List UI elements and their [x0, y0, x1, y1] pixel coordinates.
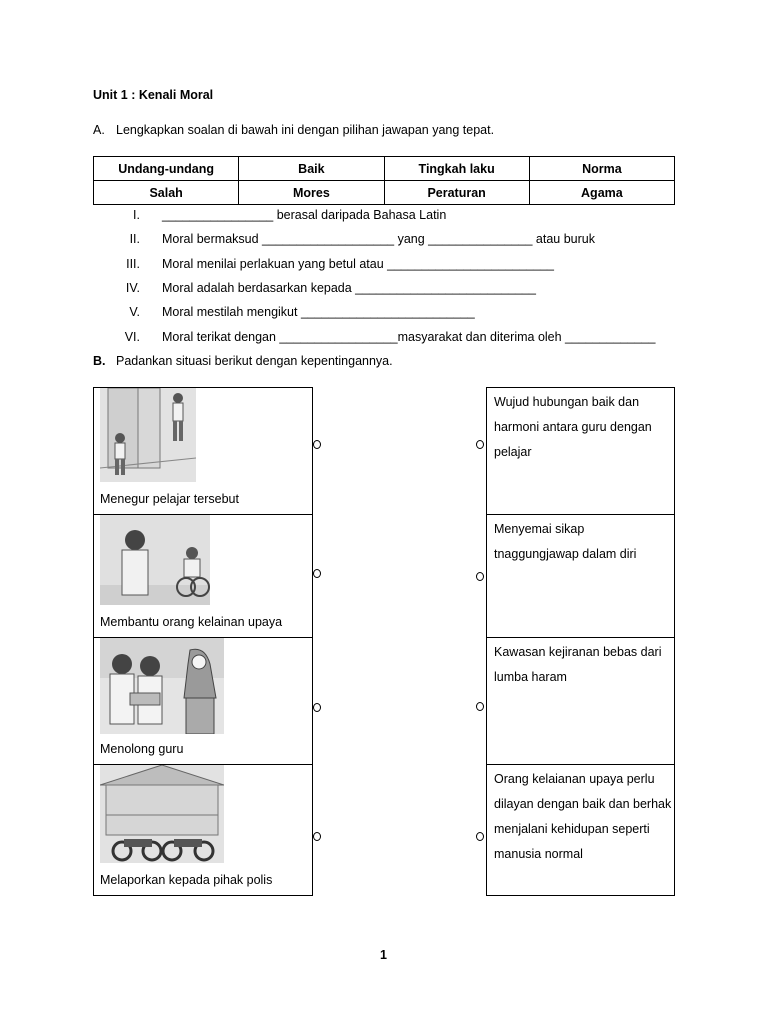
- situation-box: [93, 637, 313, 765]
- illustration-helping-disabled: [100, 515, 210, 605]
- situation-box: [93, 764, 313, 896]
- list-item: [0, 205, 140, 225]
- question-text: ________________ berasal daripada Bahasa Latin: [162, 208, 447, 222]
- list-item: [0, 327, 140, 347]
- importance-box: [486, 514, 675, 638]
- list-item: [0, 229, 140, 249]
- word-cell: Agama: [529, 181, 674, 205]
- situation-box: [93, 514, 313, 638]
- illustration-students-corridor: [100, 388, 196, 482]
- question-number: VI.: [124, 330, 140, 344]
- match-dot-left[interactable]: [313, 703, 321, 712]
- list-item: [0, 302, 140, 322]
- match-dot-left[interactable]: [313, 569, 321, 578]
- question-text: Moral bermaksud ___________________ yang _______________ atau buruk: [162, 232, 595, 246]
- match-dot-right[interactable]: [476, 702, 484, 711]
- match-dot-right[interactable]: [476, 572, 484, 581]
- situation-box: [93, 387, 313, 515]
- word-choices-table: [93, 156, 675, 205]
- question-text: Moral mestilah mengikut _________________________: [162, 305, 475, 319]
- table-row: [94, 157, 675, 181]
- question-number: III.: [126, 257, 140, 271]
- importance-label: Kawasan kejiranan bebas dari lumba haram: [494, 645, 662, 684]
- word-cell: Norma: [529, 157, 674, 181]
- list-item: [0, 254, 140, 274]
- word-cell: Undang-undang: [94, 157, 239, 181]
- importance-box: [486, 637, 675, 765]
- question-number: I.: [133, 208, 140, 222]
- situation-label: Melaporkan kepada pihak polis: [100, 873, 273, 887]
- section-b-instruction: Padankan situasi berikut dengan kepentingannya.: [116, 354, 393, 368]
- word-cell: Tingkah laku: [384, 157, 529, 181]
- illustration-motorcycles-street: [100, 765, 224, 863]
- importance-box: [486, 764, 675, 896]
- list-item: [0, 278, 140, 298]
- page-number: 1: [380, 948, 387, 962]
- importance-label: Wujud hubungan baik dan harmoni antara guru dengan pelajar: [494, 395, 652, 459]
- word-cell: Baik: [239, 157, 384, 181]
- table-row: [94, 181, 675, 205]
- importance-label: Menyemai sikap tnaggungjawap dalam diri: [494, 522, 637, 561]
- situation-label: Membantu orang kelainan upaya: [100, 615, 283, 629]
- section-a-label: A.: [93, 123, 105, 137]
- question-number: II.: [129, 232, 140, 246]
- unit-title: Unit 1 : Kenali Moral: [93, 88, 214, 102]
- match-dot-right[interactable]: [476, 440, 484, 449]
- match-dot-right[interactable]: [476, 832, 484, 841]
- word-cell: Mores: [239, 181, 384, 205]
- word-cell: Peraturan: [384, 181, 529, 205]
- illustration-helping-teacher: [100, 638, 224, 734]
- section-b-label: B.: [93, 354, 106, 368]
- question-text: Moral terikat dengan _________________masyarakat dan diterima oleh _____________: [162, 330, 656, 344]
- word-cell: Salah: [94, 181, 239, 205]
- situation-label: Menegur pelajar tersebut: [100, 492, 239, 506]
- question-number: IV.: [125, 281, 140, 295]
- importance-box: [486, 387, 675, 515]
- match-dot-left[interactable]: [313, 440, 321, 449]
- section-a-instruction: Lengkapkan soalan di bawah ini dengan pilihan jawapan yang tepat.: [116, 123, 495, 137]
- match-dot-left[interactable]: [313, 832, 321, 841]
- question-number: V.: [129, 305, 140, 319]
- question-text: Moral adalah berdasarkan kepada __________________________: [162, 281, 536, 295]
- importance-label: Orang kelaianan upaya perlu dilayan dengan baik dan berhak menjalani kehidupan seperti manusia normal: [494, 772, 672, 861]
- situation-label: Menolong guru: [100, 742, 184, 756]
- question-text: Moral menilai perlakuan yang betul atau ________________________: [162, 257, 554, 271]
